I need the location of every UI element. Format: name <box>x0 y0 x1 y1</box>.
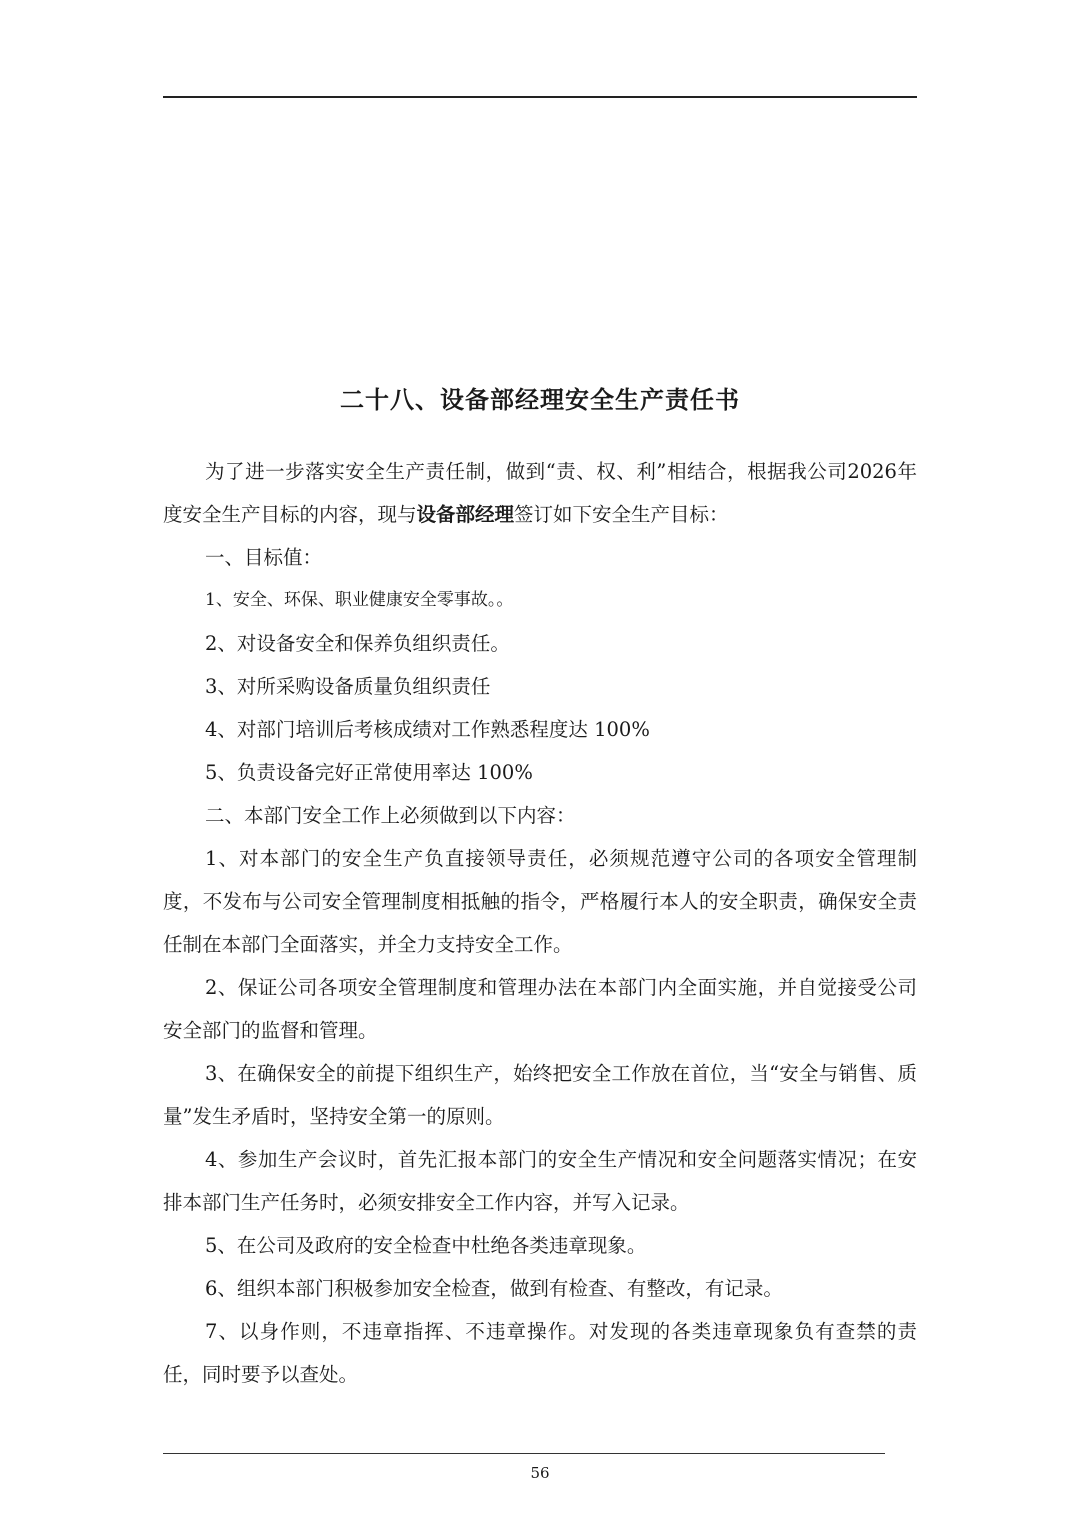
intro-bold-text: 设备部经理 <box>416 503 515 526</box>
section1-item: 1、安全、环保、职业健康安全零事故。。 <box>205 590 514 610</box>
section2-item: 1、对本部门的安全生产负直接领导责任，必须规范遵守公司的各项安全管理制度，不发布与公司安全管理制度相抵触的指令，严格履行本人的安全职责，确保安全责任制在本部门全面落实，并全力支持安全工作。 <box>163 847 917 956</box>
intro-paragraph <box>163 450 917 536</box>
intro-text-2: 签订如下安全生产目标： <box>514 503 729 526</box>
section1-item: 2、对设备安全和保养负组织责任。 <box>205 632 510 655</box>
section2-item: 5、在公司及政府的安全检查中杜绝各类违章现象。 <box>205 1234 647 1257</box>
document-title: 二十八、设备部经理安全生产责任书 <box>340 385 740 414</box>
section1-item: 3、对所采购设备质量负组织责任 <box>205 675 491 698</box>
document-body <box>163 450 917 1396</box>
section1-item: 5、负责设备完好正常使用率达 100% <box>205 761 533 784</box>
footer-rule <box>163 1453 885 1454</box>
section1-heading: 一、目标值： <box>205 546 323 569</box>
section2-heading: 二、本部门安全工作上必须做到以下内容： <box>205 804 576 827</box>
page-number: 56 <box>530 1464 550 1482</box>
section2-item: 2、保证公司各项安全管理制度和管理办法在本部门内全面实施，并自觉接受公司安全部门的监督和管理。 <box>163 976 917 1042</box>
section2-item: 7、以身作则，不违章指挥、不违章操作。对发现的各类违章现象负有查禁的责任，同时要予以查处。 <box>163 1320 917 1386</box>
section2-item: 6、组织本部门积极参加安全检查，做到有检查、有整改，有记录。 <box>205 1277 783 1300</box>
header-rule <box>163 96 917 98</box>
section2-item: 3、在确保安全的前提下组织生产，始终把安全工作放在首位，当“安全与销售、质量”发生矛盾时，坚持安全第一的原则。 <box>163 1062 917 1128</box>
section1-item: 4、对部门培训后考核成绩对工作熟悉程度达 100% <box>205 718 650 741</box>
intro-text-1: 为了进一步落实安全生产责任制，做到“责、权、利”相结合，根据我公司2026年度安全生产目标的内容，现与 <box>163 460 917 526</box>
section2-item: 4、参加生产会议时，首先汇报本部门的安全生产情况和安全问题落实情况；在安排本部门生产任务时，必须安排安全工作内容，并写入记录。 <box>163 1148 917 1214</box>
